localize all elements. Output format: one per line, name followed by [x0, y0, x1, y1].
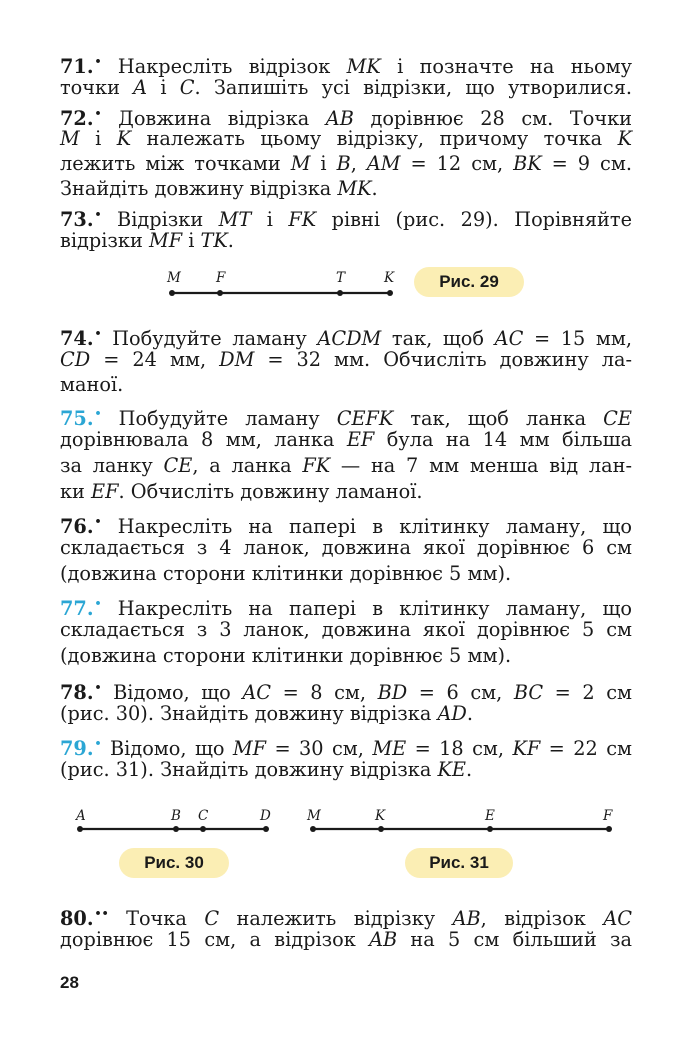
problem-78-number: 78.•: [60, 681, 102, 704]
problem-80-line-2: дорівнює 15 см, а відрізок AB на 5 см більший за: [60, 928, 632, 951]
figure-30-label-a: A: [76, 808, 86, 824]
problem-74-number: 74.•: [60, 327, 102, 350]
figure-31-label-e: E: [485, 808, 495, 824]
problem-79-line-1: 79.• Відомо, що MF = 30 см, ME = 18 см, KF = 22 см: [60, 737, 633, 760]
page-number: 28: [60, 973, 79, 992]
problem-77-line-1: 77.• Накресліть на папері в клітинку ламану, що: [60, 597, 632, 620]
figure-31-point-m: [310, 826, 316, 832]
problem-77-line-3: (довжина сторони клітинки дорівнює 5 мм).: [60, 644, 512, 667]
problem-74-line-1: 74.• Побудуйте ламану ACDM так, щоб AC = 15 мм,: [60, 327, 633, 350]
figure-31-label-f: F: [603, 808, 613, 824]
problem-79-line-2: (рис. 31). Знайдіть довжину відрізка KE.: [60, 758, 473, 781]
problem-71-number: 71.•: [60, 55, 102, 78]
figure-29-point-t: [337, 290, 343, 296]
problem-78-line-2: (рис. 30). Знайдіть довжину відрізка AD.: [60, 702, 474, 725]
problem-72-line-2: M і K належать цьому відрізку, причому точка K: [60, 127, 632, 150]
figure-29-caption: Рис. 29: [414, 267, 524, 297]
figure-31-caption: Рис. 31: [405, 848, 513, 878]
figure-30-segment: [72, 800, 282, 840]
figure-31-label-k: K: [375, 808, 386, 824]
problem-75-number: 75.•: [60, 407, 102, 430]
problem-72-line-4: Знайдіть довжину відрізка MK.: [60, 177, 378, 200]
problem-72-line-1: 72.• Довжина відрізка AB дорівнює 28 см. Точки: [60, 107, 632, 130]
problem-76-line-1: 76.• Накресліть на папері в клітинку ламану, що: [60, 515, 632, 538]
figure-31-segment: [304, 800, 624, 840]
figure-31-point-k: [378, 826, 384, 832]
figure-31-label-m: M: [307, 808, 321, 824]
problem-74-line-2: CD = 24 мм, DM = 32 мм. Обчисліть довжину ла-: [60, 348, 632, 371]
figure-29-label-m: M: [167, 270, 181, 286]
problem-74-line-3: маної.: [60, 373, 124, 396]
figure-30-caption: Рис. 30: [119, 848, 229, 878]
problem-78-line-1: 78.• Відомо, що AC = 8 см, BD = 6 см, BC = 2 см: [60, 681, 632, 704]
figure-30-point-c: [200, 826, 206, 832]
figure-30-point-b: [173, 826, 179, 832]
figure-30-label-d: D: [260, 808, 271, 824]
figure-29-label-k: K: [384, 270, 395, 286]
figure-30-label-b: B: [171, 808, 181, 824]
figure-31-point-e: [487, 826, 493, 832]
figure-30-point-a: [77, 826, 83, 832]
problem-75-line-4: ки EF. Обчисліть довжину ламаної.: [60, 480, 423, 503]
figure-29-label-f: F: [216, 270, 226, 286]
figure-29-point-k: [387, 290, 393, 296]
figure-29-point-m: [169, 290, 175, 296]
figure-30-point-d: [263, 826, 269, 832]
problem-72-line-3: лежить між точками M і B, AM = 12 см, BK = 9 см.: [60, 152, 632, 175]
figure-29-label-t: T: [336, 270, 346, 286]
problem-73-line-2: відрізки MF і TK.: [60, 229, 234, 252]
problem-77-line-2: складається з 3 ланок, довжина якої дорівнює 5 см: [60, 618, 632, 641]
problem-75-line-3: за ланку CE, а ланка FK — на 7 мм менша від лан-: [60, 454, 633, 477]
figure-29-point-f: [217, 290, 223, 296]
figure-31-point-f: [606, 826, 612, 832]
figure-30-label-c: C: [198, 808, 209, 824]
problem-80-line-1: 80.•• Точка C належить відрізку AB, відрізок AC: [60, 907, 632, 930]
problem-72-number: 72.•: [60, 107, 102, 130]
problem-76-line-2: складається з 4 ланок, довжина якої дорівнює 6 см: [60, 536, 632, 559]
problem-77-number: 77.•: [60, 597, 102, 620]
problem-73-number: 73.•: [60, 208, 102, 231]
problem-79-number: 79.•: [60, 737, 102, 760]
figure-29-segment: [160, 262, 400, 302]
problem-76-number: 76.•: [60, 515, 102, 538]
problem-71-line-1: 71.• Накресліть відрізок MK і позначте на ньому: [60, 55, 632, 78]
problem-73-line-1: 73.• Відрізки MT і FK рівні (рис. 29). Порівняйте: [60, 208, 632, 231]
problem-75-line-1: 75.• Побудуйте ламану CEFK так, щоб ланка CE: [60, 407, 632, 430]
problem-76-line-3: (довжина сторони клітинки дорівнює 5 мм).: [60, 562, 512, 585]
problem-80-number: 80.••: [60, 907, 109, 930]
problem-75-line-2: дорівнювала 8 мм, ланка EF була на 14 мм більша: [60, 428, 632, 451]
problem-71-line-2: точки A і C. Запишіть усі відрізки, що утворилися.: [60, 76, 632, 99]
